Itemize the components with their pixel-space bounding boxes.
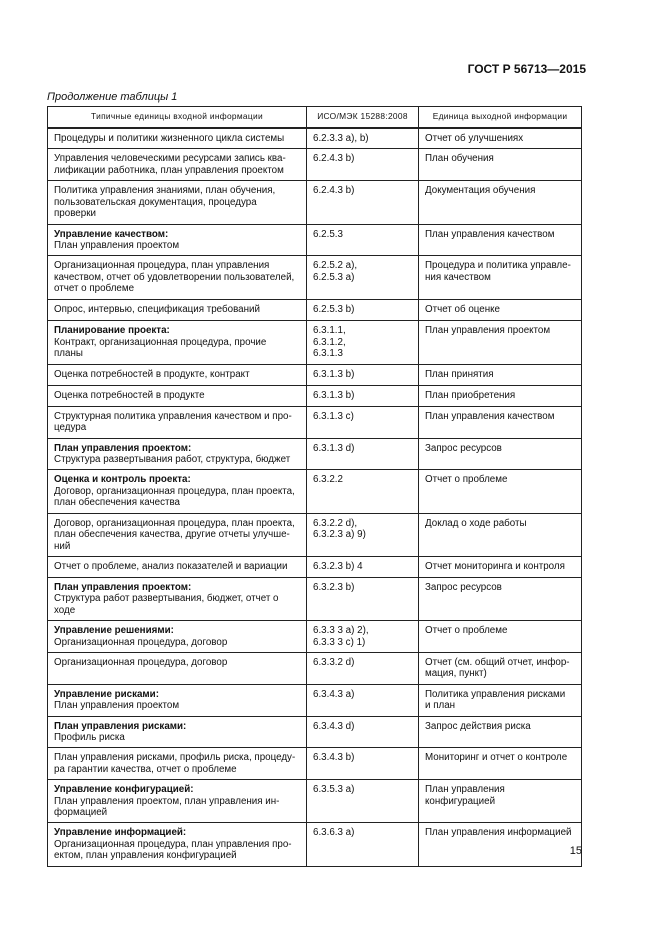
input-title: Управление качеством: bbox=[54, 228, 169, 240]
input-text: Оценка потребностей в продукте bbox=[54, 389, 205, 401]
standard-ref-text: 6.3.1.1, 6.3.1.2, 6.3.1.3 bbox=[313, 325, 346, 360]
table-row bbox=[48, 823, 582, 866]
input-cell bbox=[48, 256, 307, 300]
input-text: План управления проектом bbox=[54, 240, 180, 252]
output-cell bbox=[419, 780, 582, 823]
input-cell bbox=[48, 181, 307, 224]
standard-ref-cell bbox=[307, 780, 419, 823]
input-text: План управления рисками, профиль риска, процеду- ра гарантии качества, отчет о проблеме bbox=[54, 752, 296, 775]
output-text: План управления проектом bbox=[425, 325, 551, 337]
input-cell bbox=[48, 438, 307, 470]
standard-ref-text: 6.3.5.3 а) bbox=[313, 784, 355, 796]
output-text: Запрос действия риска bbox=[425, 720, 531, 732]
input-cell bbox=[48, 577, 307, 620]
standard-ref-cell bbox=[307, 438, 419, 470]
output-text: План управления качеством bbox=[425, 228, 555, 240]
input-title: План управления проектом: bbox=[54, 442, 192, 454]
input-title: План управления рисками: bbox=[54, 720, 187, 732]
standard-ref-text: 6.2.4.3 b) bbox=[313, 153, 355, 165]
standard-ref-text: 6.3.1.3 c) bbox=[313, 410, 354, 422]
output-text: План управления информацией bbox=[425, 827, 572, 839]
table-row bbox=[48, 556, 582, 577]
input-text: План управления проектом, план управления ин- формацией bbox=[54, 795, 280, 818]
output-cell bbox=[419, 385, 582, 406]
page-number: 15 bbox=[569, 845, 582, 857]
standard-ref-text: 6.3.6.3 а) bbox=[313, 827, 355, 839]
standard-ref-text: 6.2.5.3 bbox=[313, 228, 343, 240]
table-row bbox=[48, 364, 582, 385]
input-text: Структура работ развертывания, бюджет, отчет о ходе bbox=[54, 593, 279, 616]
table-row bbox=[48, 149, 582, 181]
standard-ref-text: 6.3.1.3 b) bbox=[313, 389, 355, 401]
standard-ref-cell bbox=[307, 128, 419, 149]
table-row bbox=[48, 224, 582, 256]
standard-ref-text: 6.2.4.3 b) bbox=[313, 185, 355, 197]
input-cell bbox=[48, 556, 307, 577]
standard-ref-cell bbox=[307, 684, 419, 716]
standard-ref-text: 6.3.3.2 d) bbox=[313, 656, 355, 668]
output-text: План приобретения bbox=[425, 389, 516, 401]
standard-ref-cell bbox=[307, 149, 419, 181]
output-cell bbox=[419, 556, 582, 577]
output-text: Отчет об улучшениях bbox=[425, 133, 524, 144]
standard-ref-cell bbox=[307, 364, 419, 385]
output-text: План управления конфигурацией bbox=[425, 784, 505, 807]
table-row bbox=[48, 321, 582, 364]
input-cell bbox=[48, 300, 307, 321]
output-text: Отчет мониторинга и контроля bbox=[425, 560, 565, 572]
table-row bbox=[48, 300, 582, 321]
input-cell bbox=[48, 652, 307, 684]
standard-ref-text: 6.2.5.3 b) bbox=[313, 304, 355, 316]
output-text: Документация обучения bbox=[425, 185, 536, 197]
standard-ref-text: 6.3.1.3 b) bbox=[313, 368, 355, 380]
table-row bbox=[48, 256, 582, 300]
input-text: Отчет о проблеме, анализ показателей и вариации bbox=[54, 560, 288, 572]
output-cell bbox=[419, 513, 582, 556]
input-text: Организационная процедура, договор bbox=[54, 636, 228, 648]
input-text: Управления человеческими ресурсами запись ква- лификации работника, план управления проектом bbox=[54, 153, 286, 176]
header-input: Типичные единицы входной информации bbox=[48, 107, 307, 129]
input-cell bbox=[48, 385, 307, 406]
standard-ref-cell bbox=[307, 823, 419, 866]
standard-ref-text: 6.3.2.3 b) 4 bbox=[313, 560, 363, 572]
output-cell bbox=[419, 577, 582, 620]
requirements-table bbox=[47, 106, 582, 867]
output-cell bbox=[419, 364, 582, 385]
input-cell bbox=[48, 224, 307, 256]
output-cell bbox=[419, 621, 582, 653]
output-cell bbox=[419, 300, 582, 321]
output-text: План обучения bbox=[425, 153, 494, 165]
output-text: Запрос ресурсов bbox=[425, 442, 502, 454]
standard-ref-text: 6.3.2.3 b) bbox=[313, 581, 355, 593]
input-cell bbox=[48, 321, 307, 364]
input-title: Управление информацией: bbox=[54, 827, 187, 839]
standard-ref-text: 6.3.1.3 d) bbox=[313, 442, 355, 454]
standard-ref-cell bbox=[307, 300, 419, 321]
header-output: Единица выходной информации bbox=[419, 107, 582, 129]
output-text: Отчет (см. общий отчет, инфор- мация, пункт) bbox=[425, 656, 570, 680]
header-standard-ref: ИСО/МЭК 15288:2008 bbox=[307, 107, 419, 129]
output-cell bbox=[419, 716, 582, 748]
standard-ref-text: 6.3.4.3 d) bbox=[313, 720, 355, 732]
input-text: Оценка потребностей в продукте, контракт bbox=[54, 368, 250, 380]
input-cell bbox=[48, 684, 307, 716]
standard-ref-cell bbox=[307, 256, 419, 300]
table-row bbox=[48, 513, 582, 556]
output-text: Отчет об оценке bbox=[425, 304, 500, 316]
input-cell bbox=[48, 364, 307, 385]
table-row bbox=[48, 128, 582, 149]
output-text: Отчет о проблеме bbox=[425, 474, 508, 486]
standard-ref-cell bbox=[307, 577, 419, 620]
output-text: Запрос ресурсов bbox=[425, 581, 502, 593]
input-cell bbox=[48, 621, 307, 653]
output-text: Политика управления рисками и план bbox=[425, 688, 566, 712]
output-cell bbox=[419, 224, 582, 256]
input-title: Оценка и контроль проекта: bbox=[54, 474, 191, 486]
table-row bbox=[48, 438, 582, 470]
table-row bbox=[48, 181, 582, 224]
input-title: Планирование проекта: bbox=[54, 325, 170, 337]
standard-ref-cell bbox=[307, 716, 419, 748]
standard-number: ГОСТ Р 56713—2015 bbox=[467, 62, 586, 76]
input-title: План управления проектом: bbox=[54, 581, 192, 593]
input-text: Опрос, интервью, спецификация требований bbox=[54, 304, 260, 316]
table-row bbox=[48, 684, 582, 716]
input-cell bbox=[48, 128, 307, 149]
standard-ref-cell bbox=[307, 748, 419, 780]
output-cell bbox=[419, 684, 582, 716]
standard-ref-text: 6.3.4.3 b) bbox=[313, 752, 355, 764]
standard-ref-cell bbox=[307, 652, 419, 684]
input-text: Профиль риска bbox=[54, 731, 125, 743]
standard-ref-text: 6.3.2.2 bbox=[313, 474, 343, 486]
output-text: Мониторинг и отчет о контроле bbox=[425, 752, 568, 764]
standard-ref-cell bbox=[307, 321, 419, 364]
standard-ref-text: 6.2.3.3 а), b) bbox=[313, 133, 369, 144]
output-text: Доклад о ходе работы bbox=[425, 517, 527, 529]
output-cell bbox=[419, 748, 582, 780]
output-cell bbox=[419, 652, 582, 684]
input-title: Управление конфигурацией: bbox=[54, 784, 194, 796]
standard-ref-text: 6.2.5.2 а), 6.2.5.3 а) bbox=[313, 260, 358, 283]
input-text: Политика управления знаниями, план обучения, пользовательская документация, процедура проверки bbox=[54, 185, 276, 220]
output-text: План принятия bbox=[425, 368, 494, 380]
input-cell bbox=[48, 149, 307, 181]
output-cell bbox=[419, 406, 582, 438]
input-text: Организационная процедура, план управления про- ектом, план управления конфигурацией bbox=[54, 838, 292, 862]
standard-ref-cell bbox=[307, 406, 419, 438]
output-cell bbox=[419, 823, 582, 866]
table-row bbox=[48, 470, 582, 513]
input-text: Структурная политика управления качеством и про- цедура bbox=[54, 410, 292, 434]
output-cell bbox=[419, 128, 582, 149]
input-cell bbox=[48, 823, 307, 866]
input-text: Договор, организационная процедура, план проекта, план обеспечения качества bbox=[54, 485, 295, 509]
output-text: Процедура и политика управле- ния качеством bbox=[425, 260, 571, 283]
input-cell bbox=[48, 513, 307, 556]
input-text: Структура развертывания работ, структура, бюджет bbox=[54, 454, 291, 466]
input-text: Договор, организационная процедура, план проекта, план обеспечения качества, другие отчеты улучше- ний bbox=[54, 517, 295, 552]
output-cell bbox=[419, 149, 582, 181]
output-cell bbox=[419, 181, 582, 224]
table-row bbox=[48, 780, 582, 823]
table-row bbox=[48, 577, 582, 620]
input-text: Организационная процедура, договор bbox=[54, 656, 228, 668]
standard-ref-cell bbox=[307, 224, 419, 256]
input-text: Процедуры и политики жизненного цикла системы bbox=[54, 133, 285, 144]
input-cell bbox=[48, 716, 307, 748]
standard-ref-cell bbox=[307, 513, 419, 556]
table-row bbox=[48, 385, 582, 406]
input-cell bbox=[48, 470, 307, 513]
output-cell bbox=[419, 438, 582, 470]
standard-ref-text: 6.3.2.2 d), 6.3.2.3 а) 9) bbox=[313, 517, 366, 541]
input-title: Управление рисками: bbox=[54, 688, 159, 700]
standard-ref-cell bbox=[307, 556, 419, 577]
standard-ref-text: 6.3.3 3 а) 2), 6.3.3 3 c) 1) bbox=[313, 625, 369, 648]
output-cell bbox=[419, 470, 582, 513]
input-title: Управление решениями: bbox=[54, 625, 174, 637]
table-row bbox=[48, 652, 582, 684]
input-text: Контракт, организационная процедура, прочие планы bbox=[54, 336, 267, 360]
input-text: План управления проектом bbox=[54, 700, 180, 712]
input-cell bbox=[48, 748, 307, 780]
table-row bbox=[48, 621, 582, 653]
output-text: Отчет о проблеме bbox=[425, 625, 508, 637]
table-continuation-caption: Продолжение таблицы 1 bbox=[47, 91, 178, 103]
table-row bbox=[48, 406, 582, 438]
table-row bbox=[48, 716, 582, 748]
table-row bbox=[48, 748, 582, 780]
input-cell bbox=[48, 780, 307, 823]
input-text: Организационная процедура, план управления качеством, отчет об удовлетворении пользователей, отчет о проблеме bbox=[54, 260, 295, 295]
table-header-row bbox=[48, 107, 582, 129]
standard-ref-cell bbox=[307, 621, 419, 653]
standard-ref-text: 6.3.4.3 а) bbox=[313, 688, 355, 700]
output-cell bbox=[419, 321, 582, 364]
standard-ref-cell bbox=[307, 385, 419, 406]
output-cell bbox=[419, 256, 582, 300]
input-cell bbox=[48, 406, 307, 438]
standard-ref-cell bbox=[307, 181, 419, 224]
output-text: План управления качеством bbox=[425, 410, 555, 422]
standard-ref-cell bbox=[307, 470, 419, 513]
